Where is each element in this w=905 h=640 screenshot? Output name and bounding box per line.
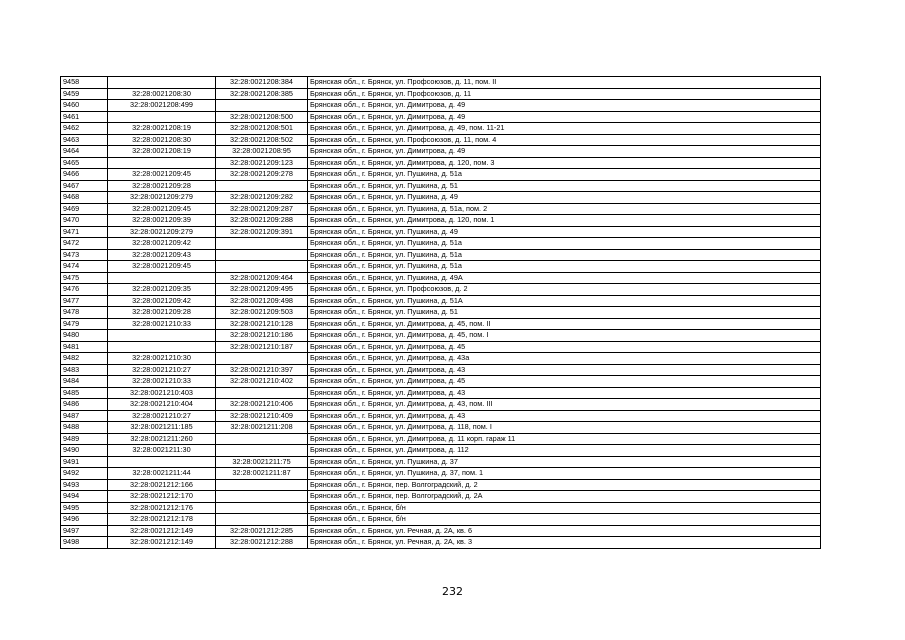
object-cadastral-number-cell: 32:28:0021208:500 [216, 111, 308, 123]
object-cadastral-number-cell [216, 433, 308, 445]
land-cadastral-number-cell: 32:28:0021210:403 [108, 387, 216, 399]
table-row [61, 341, 821, 353]
row-number-cell: 9468 [61, 192, 108, 204]
object-cadastral-number-cell: 32:28:0021209:287 [216, 203, 308, 215]
land-cadastral-number-cell: 32:28:0021208:30 [108, 134, 216, 146]
object-cadastral-number-cell: 32:28:0021210:402 [216, 376, 308, 388]
table-row [61, 330, 821, 342]
row-number-cell: 9489 [61, 433, 108, 445]
row-number-cell: 9474 [61, 261, 108, 273]
object-cadastral-number-cell: 32:28:0021211:87 [216, 468, 308, 480]
address-cell: Брянская обл., г. Брянск, ул. Димитрова, д. 112 [308, 445, 821, 457]
table-row [61, 272, 821, 284]
address-cell: Брянская обл., г. Брянск, б/н [308, 514, 821, 526]
row-number-cell: 9477 [61, 295, 108, 307]
address-cell: Брянская обл., г. Брянск, ул. Пушкина, д. 49 [308, 226, 821, 238]
land-cadastral-number-cell [108, 157, 216, 169]
object-cadastral-number-cell: 32:28:0021210:187 [216, 341, 308, 353]
table-row [61, 468, 821, 480]
row-number-cell: 9482 [61, 353, 108, 365]
table-row [61, 134, 821, 146]
row-number-cell: 9487 [61, 410, 108, 422]
object-cadastral-number-cell: 32:28:0021212:288 [216, 537, 308, 549]
address-cell: Брянская обл., г. Брянск, ул. Димитрова, д. 43 [308, 387, 821, 399]
land-cadastral-number-cell: 32:28:0021210:33 [108, 318, 216, 330]
address-cell: Брянская обл., г. Брянск, пер. Волгоградский, д. 2 [308, 479, 821, 491]
table-row [61, 525, 821, 537]
address-cell: Брянская обл., г. Брянск, ул. Димитрова, д. 43 [308, 364, 821, 376]
row-number-cell: 9481 [61, 341, 108, 353]
object-cadastral-number-cell [216, 479, 308, 491]
object-cadastral-number-cell [216, 180, 308, 192]
address-cell: Брянская обл., г. Брянск, ул. Димитрова, д. 49, пом. 11-21 [308, 123, 821, 135]
object-cadastral-number-cell: 32:28:0021209:288 [216, 215, 308, 227]
row-number-cell: 9472 [61, 238, 108, 250]
land-cadastral-number-cell: 32:28:0021212:149 [108, 537, 216, 549]
row-number-cell: 9464 [61, 146, 108, 158]
address-cell: Брянская обл., г. Брянск, ул. Димитрова, д. 11 корп. гараж 11 [308, 433, 821, 445]
land-cadastral-number-cell: 32:28:0021209:279 [108, 192, 216, 204]
object-cadastral-number-cell [216, 353, 308, 365]
object-cadastral-number-cell [216, 387, 308, 399]
registry-table-body [61, 77, 821, 549]
object-cadastral-number-cell: 32:28:0021209:282 [216, 192, 308, 204]
land-cadastral-number-cell: 32:28:0021209:45 [108, 203, 216, 215]
object-cadastral-number-cell: 32:28:0021212:285 [216, 525, 308, 537]
land-cadastral-number-cell [108, 272, 216, 284]
row-number-cell: 9461 [61, 111, 108, 123]
table-row [61, 123, 821, 135]
row-number-cell: 9459 [61, 88, 108, 100]
row-number-cell: 9492 [61, 468, 108, 480]
land-cadastral-number-cell [108, 77, 216, 89]
land-cadastral-number-cell: 32:28:0021212:166 [108, 479, 216, 491]
registry-table [60, 76, 821, 549]
object-cadastral-number-cell: 32:28:0021209:503 [216, 307, 308, 319]
land-cadastral-number-cell: 32:28:0021211:44 [108, 468, 216, 480]
row-number-cell: 9490 [61, 445, 108, 457]
row-number-cell: 9469 [61, 203, 108, 215]
object-cadastral-number-cell: 32:28:0021209:391 [216, 226, 308, 238]
address-cell: Брянская обл., г. Брянск, б/н [308, 502, 821, 514]
row-number-cell: 9458 [61, 77, 108, 89]
row-number-cell: 9496 [61, 514, 108, 526]
land-cadastral-number-cell: 32:28:0021208:30 [108, 88, 216, 100]
row-number-cell: 9494 [61, 491, 108, 503]
address-cell: Брянская обл., г. Брянск, ул. Пушкина, д. 51 [308, 180, 821, 192]
address-cell: Брянская обл., г. Брянск, ул. Пушкина, д. 49 [308, 192, 821, 204]
table-row [61, 180, 821, 192]
row-number-cell: 9484 [61, 376, 108, 388]
land-cadastral-number-cell: 32:28:0021209:35 [108, 284, 216, 296]
land-cadastral-number-cell [108, 111, 216, 123]
table-row [61, 433, 821, 445]
table-row [61, 364, 821, 376]
row-number-cell: 9491 [61, 456, 108, 468]
row-number-cell: 9479 [61, 318, 108, 330]
land-cadastral-number-cell: 32:28:0021212:176 [108, 502, 216, 514]
table-row [61, 111, 821, 123]
row-number-cell: 9480 [61, 330, 108, 342]
row-number-cell: 9493 [61, 479, 108, 491]
address-cell: Брянская обл., г. Брянск, ул. Пушкина, д. 51а [308, 169, 821, 181]
object-cadastral-number-cell [216, 261, 308, 273]
object-cadastral-number-cell [216, 514, 308, 526]
row-number-cell: 9460 [61, 100, 108, 112]
land-cadastral-number-cell: 32:28:0021212:149 [108, 525, 216, 537]
table-row [61, 215, 821, 227]
object-cadastral-number-cell: 32:28:0021208:95 [216, 146, 308, 158]
table-row [61, 295, 821, 307]
address-cell: Брянская обл., г. Брянск, ул. Димитрова, д. 49 [308, 100, 821, 112]
address-cell: Брянская обл., г. Брянск, ул. Профсоюзов, д. 11, пом. 4 [308, 134, 821, 146]
land-cadastral-number-cell: 32:28:0021210:27 [108, 410, 216, 422]
row-number-cell: 9497 [61, 525, 108, 537]
land-cadastral-number-cell: 32:28:0021209:42 [108, 295, 216, 307]
land-cadastral-number-cell: 32:28:0021209:28 [108, 307, 216, 319]
address-cell: Брянская обл., г. Брянск, ул. Димитрова, д. 49 [308, 111, 821, 123]
table-row [61, 537, 821, 549]
land-cadastral-number-cell: 32:28:0021212:170 [108, 491, 216, 503]
address-cell: Брянская обл., г. Брянск, ул. Пушкина, д. 51А [308, 295, 821, 307]
row-number-cell: 9475 [61, 272, 108, 284]
address-cell: Брянская обл., г. Брянск, ул. Пушкина, д. 51 [308, 307, 821, 319]
address-cell: Брянская обл., г. Брянск, ул. Димитрова, д. 43а [308, 353, 821, 365]
row-number-cell: 9485 [61, 387, 108, 399]
address-cell: Брянская обл., г. Брянск, ул. Димитрова, д. 120, пом. 1 [308, 215, 821, 227]
land-cadastral-number-cell: 32:28:0021211:30 [108, 445, 216, 457]
object-cadastral-number-cell: 32:28:0021209:498 [216, 295, 308, 307]
table-row [61, 238, 821, 250]
object-cadastral-number-cell: 32:28:0021208:385 [216, 88, 308, 100]
land-cadastral-number-cell: 32:28:0021209:279 [108, 226, 216, 238]
table-row [61, 157, 821, 169]
table-row [61, 88, 821, 100]
land-cadastral-number-cell: 32:28:0021209:45 [108, 169, 216, 181]
table-row [61, 249, 821, 261]
table-row [61, 169, 821, 181]
object-cadastral-number-cell: 32:28:0021210:409 [216, 410, 308, 422]
address-cell: Брянская обл., г. Брянск, ул. Пушкина, д. 51а, пом. 2 [308, 203, 821, 215]
address-cell: Брянская обл., г. Брянск, ул. Димитрова, д. 118, пом. I [308, 422, 821, 434]
land-cadastral-number-cell: 32:28:0021208:19 [108, 123, 216, 135]
object-cadastral-number-cell: 32:28:0021210:186 [216, 330, 308, 342]
row-number-cell: 9478 [61, 307, 108, 319]
table-row [61, 261, 821, 273]
table-row [61, 387, 821, 399]
object-cadastral-number-cell: 32:28:0021211:75 [216, 456, 308, 468]
land-cadastral-number-cell: 32:28:0021212:178 [108, 514, 216, 526]
land-cadastral-number-cell: 32:28:0021211:260 [108, 433, 216, 445]
land-cadastral-number-cell [108, 330, 216, 342]
object-cadastral-number-cell: 32:28:0021210:397 [216, 364, 308, 376]
object-cadastral-number-cell: 32:28:0021210:406 [216, 399, 308, 411]
row-number-cell: 9465 [61, 157, 108, 169]
table-row [61, 456, 821, 468]
table-row [61, 318, 821, 330]
address-cell: Брянская обл., г. Брянск, ул. Профсоюзов, д. 11 [308, 88, 821, 100]
table-row [61, 307, 821, 319]
address-cell: Брянская обл., г. Брянск, ул. Пушкина, д. 51а [308, 249, 821, 261]
row-number-cell: 9495 [61, 502, 108, 514]
table-row [61, 146, 821, 158]
address-cell: Брянская обл., г. Брянск, ул. Димитрова, д. 45 [308, 341, 821, 353]
object-cadastral-number-cell: 32:28:0021208:502 [216, 134, 308, 146]
table-row [61, 376, 821, 388]
table-row [61, 226, 821, 238]
table-row [61, 491, 821, 503]
table-row [61, 502, 821, 514]
row-number-cell: 9462 [61, 123, 108, 135]
address-cell: Брянская обл., г. Брянск, ул. Димитрова, д. 45, пом. II [308, 318, 821, 330]
land-cadastral-number-cell [108, 456, 216, 468]
object-cadastral-number-cell: 32:28:0021209:464 [216, 272, 308, 284]
address-cell: Брянская обл., г. Брянск, ул. Речная, д. 2А, кв. 3 [308, 537, 821, 549]
table-row [61, 422, 821, 434]
table-row [61, 514, 821, 526]
land-cadastral-number-cell: 32:28:0021209:45 [108, 261, 216, 273]
land-cadastral-number-cell: 32:28:0021209:42 [108, 238, 216, 250]
table-row [61, 77, 821, 89]
row-number-cell: 9471 [61, 226, 108, 238]
object-cadastral-number-cell: 32:28:0021208:384 [216, 77, 308, 89]
address-cell: Брянская обл., г. Брянск, ул. Пушкина, д. 51а [308, 261, 821, 273]
address-cell: Брянская обл., г. Брянск, пер. Волгоградский, д. 2А [308, 491, 821, 503]
table-row [61, 399, 821, 411]
object-cadastral-number-cell [216, 100, 308, 112]
land-cadastral-number-cell: 32:28:0021209:43 [108, 249, 216, 261]
object-cadastral-number-cell [216, 238, 308, 250]
row-number-cell: 9486 [61, 399, 108, 411]
object-cadastral-number-cell: 32:28:0021209:278 [216, 169, 308, 181]
address-cell: Брянская обл., г. Брянск, ул. Димитрова, д. 43, пом. III [308, 399, 821, 411]
land-cadastral-number-cell: 32:28:0021209:39 [108, 215, 216, 227]
row-number-cell: 9466 [61, 169, 108, 181]
address-cell: Брянская обл., г. Брянск, ул. Пушкина, д. 49А [308, 272, 821, 284]
object-cadastral-number-cell: 32:28:0021209:123 [216, 157, 308, 169]
land-cadastral-number-cell: 32:28:0021209:28 [108, 180, 216, 192]
object-cadastral-number-cell [216, 491, 308, 503]
address-cell: Брянская обл., г. Брянск, ул. Профсоюзов, д. 11, пом. II [308, 77, 821, 89]
object-cadastral-number-cell [216, 502, 308, 514]
address-cell: Брянская обл., г. Брянск, ул. Димитрова, д. 45 [308, 376, 821, 388]
table-row [61, 479, 821, 491]
address-cell: Брянская обл., г. Брянск, ул. Димитрова, д. 120, пом. 3 [308, 157, 821, 169]
land-cadastral-number-cell: 32:28:0021210:404 [108, 399, 216, 411]
row-number-cell: 9498 [61, 537, 108, 549]
land-cadastral-number-cell [108, 341, 216, 353]
table-row [61, 410, 821, 422]
row-number-cell: 9467 [61, 180, 108, 192]
address-cell: Брянская обл., г. Брянск, ул. Пушкина, д. 37, пом. 1 [308, 468, 821, 480]
land-cadastral-number-cell: 32:28:0021208:19 [108, 146, 216, 158]
object-cadastral-number-cell [216, 249, 308, 261]
row-number-cell: 9463 [61, 134, 108, 146]
land-cadastral-number-cell: 32:28:0021208:499 [108, 100, 216, 112]
table-row [61, 284, 821, 296]
table-row [61, 353, 821, 365]
object-cadastral-number-cell: 32:28:0021210:128 [216, 318, 308, 330]
land-cadastral-number-cell: 32:28:0021210:27 [108, 364, 216, 376]
address-cell: Брянская обл., г. Брянск, ул. Димитрова, д. 49 [308, 146, 821, 158]
page-number: 232 [442, 585, 463, 598]
address-cell: Брянская обл., г. Брянск, ул. Димитрова, д. 43 [308, 410, 821, 422]
address-cell: Брянская обл., г. Брянск, ул. Профсоюзов, д. 2 [308, 284, 821, 296]
address-cell: Брянская обл., г. Брянск, ул. Пушкина, д. 37 [308, 456, 821, 468]
table-row [61, 192, 821, 204]
row-number-cell: 9476 [61, 284, 108, 296]
row-number-cell: 9470 [61, 215, 108, 227]
land-cadastral-number-cell: 32:28:0021210:30 [108, 353, 216, 365]
land-cadastral-number-cell: 32:28:0021210:33 [108, 376, 216, 388]
address-cell: Брянская обл., г. Брянск, ул. Речная, д. 2А, кв. 6 [308, 525, 821, 537]
table-row [61, 203, 821, 215]
table-row [61, 100, 821, 112]
object-cadastral-number-cell: 32:28:0021211:208 [216, 422, 308, 434]
row-number-cell: 9483 [61, 364, 108, 376]
land-cadastral-number-cell: 32:28:0021211:185 [108, 422, 216, 434]
row-number-cell: 9473 [61, 249, 108, 261]
address-cell: Брянская обл., г. Брянск, ул. Пушкина, д. 51а [308, 238, 821, 250]
object-cadastral-number-cell [216, 445, 308, 457]
row-number-cell: 9488 [61, 422, 108, 434]
object-cadastral-number-cell: 32:28:0021209:495 [216, 284, 308, 296]
address-cell: Брянская обл., г. Брянск, ул. Димитрова, д. 45, пом. I [308, 330, 821, 342]
object-cadastral-number-cell: 32:28:0021208:501 [216, 123, 308, 135]
table-row [61, 445, 821, 457]
